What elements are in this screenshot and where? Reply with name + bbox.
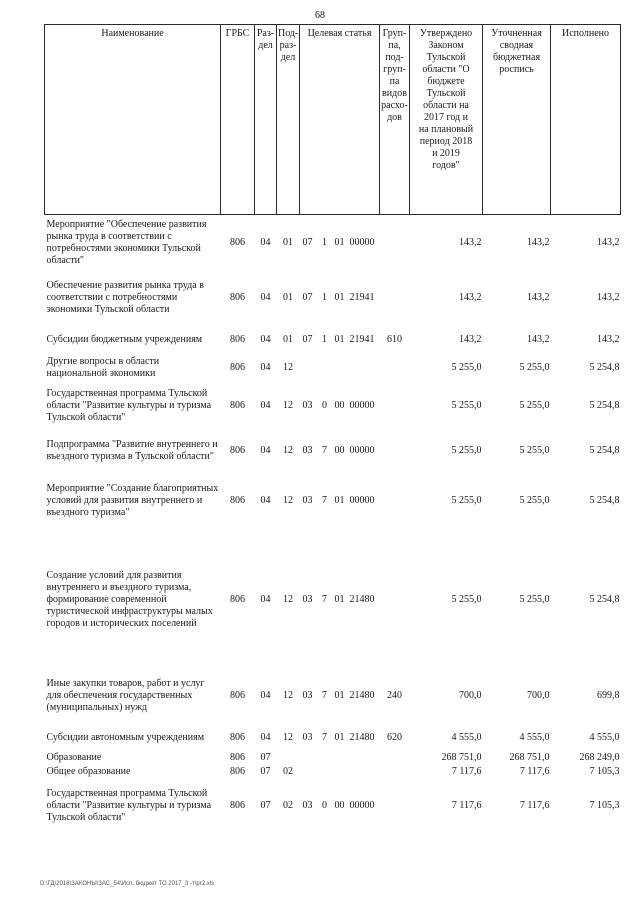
row-podrazdel: 12 <box>283 731 293 743</box>
target-article-part: 7 <box>322 689 327 701</box>
target-article-part: 07 <box>302 333 313 345</box>
row-name: Подпрограмма "Развитие внутреннего и въездного туризма в Тульской области" <box>46 438 218 462</box>
column-header: Уточненная сводная бюджетная роспись <box>483 25 551 215</box>
target-article-part: 01 <box>334 593 345 605</box>
row-spacer <box>45 655 621 667</box>
row-approved: 5 255,0 <box>451 361 482 373</box>
target-article-part: 00000 <box>349 444 375 456</box>
target-article-part: 7 <box>322 593 327 605</box>
row-executed: 268 249,0 <box>579 751 620 763</box>
row-razdel: 04 <box>260 593 271 605</box>
row-spacer-cell <box>45 531 621 545</box>
row-expense-group <box>380 751 410 765</box>
file-path-footer: D:\ГД\2018\ЗАКОНЫ\ЗАС_54\Исп. бюджет ТО 2017_3 -т\pr2.xls <box>40 881 215 887</box>
row-podrazdel: 12 <box>283 361 293 373</box>
row-podrazdel: 02 <box>283 765 293 777</box>
row-refined: 143,2 <box>527 291 550 303</box>
row-razdel: 04 <box>260 291 271 303</box>
row-executed: 5 254,8 <box>589 361 620 373</box>
row-razdel: 04 <box>260 361 271 373</box>
row-target-article <box>300 381 380 431</box>
row-executed: 143,2 <box>597 333 620 345</box>
row-grbs: 806 <box>230 593 245 605</box>
table-row <box>45 471 621 531</box>
row-name: Создание условий для развития внутреннего и въездного туризма, формирование современной туристической инфраструктуры малых городов и исторических поселений <box>46 569 213 629</box>
column-header: Утверждено Законом Тульской области "О бюджете Тульской области на 2017 год и на плановый период 2018 и 2019 годов" <box>410 25 483 215</box>
row-approved: 143,2 <box>459 333 482 345</box>
row-podrazdel: 12 <box>283 444 293 456</box>
row-executed: 7 105,3 <box>589 799 620 811</box>
row-expense-group: 240 <box>387 689 402 701</box>
row-expense-group <box>380 381 410 431</box>
column-header: Наименование <box>45 25 221 215</box>
row-approved: 7 117,6 <box>451 765 482 777</box>
table-row <box>45 779 621 833</box>
row-executed: 5 254,8 <box>589 444 620 456</box>
target-article-part: 0 <box>322 799 327 811</box>
target-article-part: 0 <box>322 399 327 411</box>
row-approved: 4 555,0 <box>451 731 482 743</box>
row-target-article <box>300 431 380 471</box>
row-grbs: 806 <box>230 291 245 303</box>
row-razdel: 07 <box>260 799 271 811</box>
target-article-part: 1 <box>322 333 327 345</box>
row-name: Обеспечение развития рынка труда в соответствии с потребностями экономики Тульской области <box>46 279 204 315</box>
row-approved: 7 117,6 <box>451 799 482 811</box>
row-target-article <box>300 779 380 833</box>
row-podrazdel: 12 <box>283 399 293 411</box>
row-refined: 5 255,0 <box>519 361 550 373</box>
row-name: Мероприятие "Обеспечение развития рынка труда в соответствии с потребностями экономики Тульской области" <box>46 218 207 266</box>
column-header: Под- раз- дел <box>277 25 300 215</box>
budget-table <box>44 24 621 833</box>
target-article-part: 03 <box>302 689 313 701</box>
row-expense-group: 620 <box>387 731 402 743</box>
row-approved: 143,2 <box>459 236 482 248</box>
row-podrazdel <box>277 751 300 765</box>
row-podrazdel: 12 <box>283 689 293 701</box>
row-executed: 699,8 <box>597 689 620 701</box>
target-article-part: 1 <box>322 291 327 303</box>
row-grbs: 806 <box>230 361 245 373</box>
row-podrazdel: 01 <box>283 236 293 248</box>
row-expense-group <box>380 765 410 779</box>
row-razdel: 04 <box>260 399 271 411</box>
row-podrazdel: 01 <box>283 333 293 345</box>
table-row <box>45 431 621 471</box>
target-article-part: 21480 <box>349 731 375 743</box>
row-target-article <box>300 751 380 765</box>
target-article-part: 03 <box>302 593 313 605</box>
row-name: Мероприятие "Создание благоприятных условий для развития внутреннего и въездного туризма" <box>46 482 219 518</box>
table-row <box>45 751 621 765</box>
row-refined: 5 255,0 <box>519 444 550 456</box>
row-podrazdel: 12 <box>283 494 293 506</box>
row-refined: 143,2 <box>527 333 550 345</box>
target-article-part: 7 <box>322 494 327 506</box>
row-expense-group <box>380 355 410 381</box>
row-grbs: 806 <box>230 751 245 763</box>
row-name: Субсидии бюджетным учреждениям <box>46 333 203 345</box>
row-approved: 5 255,0 <box>451 399 482 411</box>
target-article-part: 03 <box>302 731 313 743</box>
target-article-part: 01 <box>334 291 345 303</box>
row-grbs: 806 <box>230 444 245 456</box>
row-refined: 7 117,6 <box>519 765 550 777</box>
row-executed: 4 555,0 <box>589 731 620 743</box>
row-grbs: 806 <box>230 333 245 345</box>
row-executed: 5 254,8 <box>589 593 620 605</box>
row-refined: 4 555,0 <box>519 731 550 743</box>
row-razdel: 04 <box>260 494 271 506</box>
row-executed: 143,2 <box>597 236 620 248</box>
row-expense-group: 610 <box>387 333 402 345</box>
row-grbs: 806 <box>230 494 245 506</box>
target-article-part: 07 <box>302 291 313 303</box>
table-row <box>45 765 621 779</box>
row-approved: 5 255,0 <box>451 593 482 605</box>
column-header: Раз- дел <box>255 25 277 215</box>
row-approved: 143,2 <box>459 291 482 303</box>
row-podrazdel: 12 <box>283 593 293 605</box>
target-article-part: 03 <box>302 399 313 411</box>
row-name: Иные закупки товаров, работ и услуг для обеспечения государственных (муниципальных) нужд <box>46 677 205 713</box>
row-target-article <box>300 355 380 381</box>
row-name: Государственная программа Тульской области "Развитие культуры и туризма Тульской области" <box>46 387 212 423</box>
row-expense-group <box>380 545 410 655</box>
row-target-article <box>300 215 380 271</box>
row-executed: 7 105,3 <box>589 765 620 777</box>
row-spacer <box>45 531 621 545</box>
row-target-article <box>300 271 380 325</box>
row-approved: 700,0 <box>459 689 482 701</box>
target-article-part: 01 <box>334 689 345 701</box>
row-expense-group <box>380 215 410 271</box>
row-expense-group <box>380 779 410 833</box>
row-name: Другие вопросы в области национальной экономики <box>46 355 160 379</box>
target-article-part: 00000 <box>349 236 375 248</box>
row-expense-group <box>380 471 410 531</box>
table-row <box>45 381 621 431</box>
row-target-article <box>300 725 380 751</box>
target-article-part: 00 <box>334 444 345 456</box>
target-article-part: 00 <box>334 799 345 811</box>
target-article-part: 7 <box>322 444 327 456</box>
target-article-part: 21941 <box>349 333 375 345</box>
row-refined: 7 117,6 <box>519 799 550 811</box>
row-razdel: 04 <box>260 236 271 248</box>
row-target-article <box>300 765 380 779</box>
row-podrazdel: 02 <box>283 799 293 811</box>
row-expense-group <box>380 431 410 471</box>
table-row <box>45 271 621 325</box>
row-refined: 5 255,0 <box>519 399 550 411</box>
row-target-article <box>300 667 380 725</box>
column-header: Целевая статья <box>300 25 380 215</box>
row-approved: 268 751,0 <box>441 751 482 763</box>
row-refined: 143,2 <box>527 236 550 248</box>
target-article-part: 21480 <box>349 689 375 701</box>
row-spacer-cell <box>45 655 621 667</box>
target-article-part: 01 <box>334 236 345 248</box>
row-target-article <box>300 545 380 655</box>
target-article-part: 03 <box>302 444 313 456</box>
row-approved: 5 255,0 <box>451 444 482 456</box>
row-target-article <box>300 471 380 531</box>
table-row <box>45 325 621 355</box>
row-razdel: 04 <box>260 689 271 701</box>
row-podrazdel: 01 <box>283 291 293 303</box>
row-executed: 5 254,8 <box>589 399 620 411</box>
column-header: Груп- па, под- груп- па видов расхо- дов <box>380 25 410 215</box>
target-article-part: 01 <box>334 731 345 743</box>
row-refined: 5 255,0 <box>519 494 550 506</box>
target-article-part: 03 <box>302 494 313 506</box>
row-name: Образование <box>46 751 102 763</box>
row-grbs: 806 <box>230 399 245 411</box>
row-approved: 5 255,0 <box>451 494 482 506</box>
row-refined: 268 751,0 <box>509 751 550 763</box>
target-article-part: 21941 <box>349 291 375 303</box>
table-row <box>45 725 621 751</box>
target-article-part: 07 <box>302 236 313 248</box>
target-article-part: 21480 <box>349 593 375 605</box>
row-razdel: 04 <box>260 333 271 345</box>
row-name: Государственная программа Тульской области "Развитие культуры и туризма Тульской области" <box>46 787 212 823</box>
row-grbs: 806 <box>230 689 245 701</box>
target-article-part: 00000 <box>349 399 375 411</box>
target-article-part: 01 <box>334 494 345 506</box>
target-article-part: 7 <box>322 731 327 743</box>
row-expense-group <box>380 271 410 325</box>
row-executed: 143,2 <box>597 291 620 303</box>
table-row <box>45 667 621 725</box>
target-article-part: 03 <box>302 799 313 811</box>
target-article-part: 1 <box>322 236 327 248</box>
target-article-part: 00000 <box>349 799 375 811</box>
row-grbs: 806 <box>230 731 245 743</box>
row-razdel: 07 <box>260 751 271 763</box>
page-number: 68 <box>315 10 325 21</box>
row-executed: 5 254,8 <box>589 494 620 506</box>
row-razdel: 07 <box>260 765 271 777</box>
table-row <box>45 215 621 271</box>
row-name: Субсидии автономным учреждениям <box>46 731 205 743</box>
row-name: Общее образование <box>46 765 131 777</box>
row-razdel: 04 <box>260 444 271 456</box>
table-body <box>45 215 621 833</box>
target-article-part: 00 <box>334 399 345 411</box>
table-header-row <box>45 25 621 215</box>
row-grbs: 806 <box>230 236 245 248</box>
table-row <box>45 545 621 655</box>
table-row <box>45 355 621 381</box>
row-grbs: 806 <box>230 765 245 777</box>
column-header: ГРБС <box>221 25 255 215</box>
row-razdel: 04 <box>260 731 271 743</box>
target-article-part: 01 <box>334 333 345 345</box>
row-refined: 700,0 <box>527 689 550 701</box>
column-header: Исполнено <box>551 25 621 215</box>
row-refined: 5 255,0 <box>519 593 550 605</box>
row-target-article <box>300 325 380 355</box>
target-article-part: 00000 <box>349 494 375 506</box>
row-grbs: 806 <box>230 799 245 811</box>
